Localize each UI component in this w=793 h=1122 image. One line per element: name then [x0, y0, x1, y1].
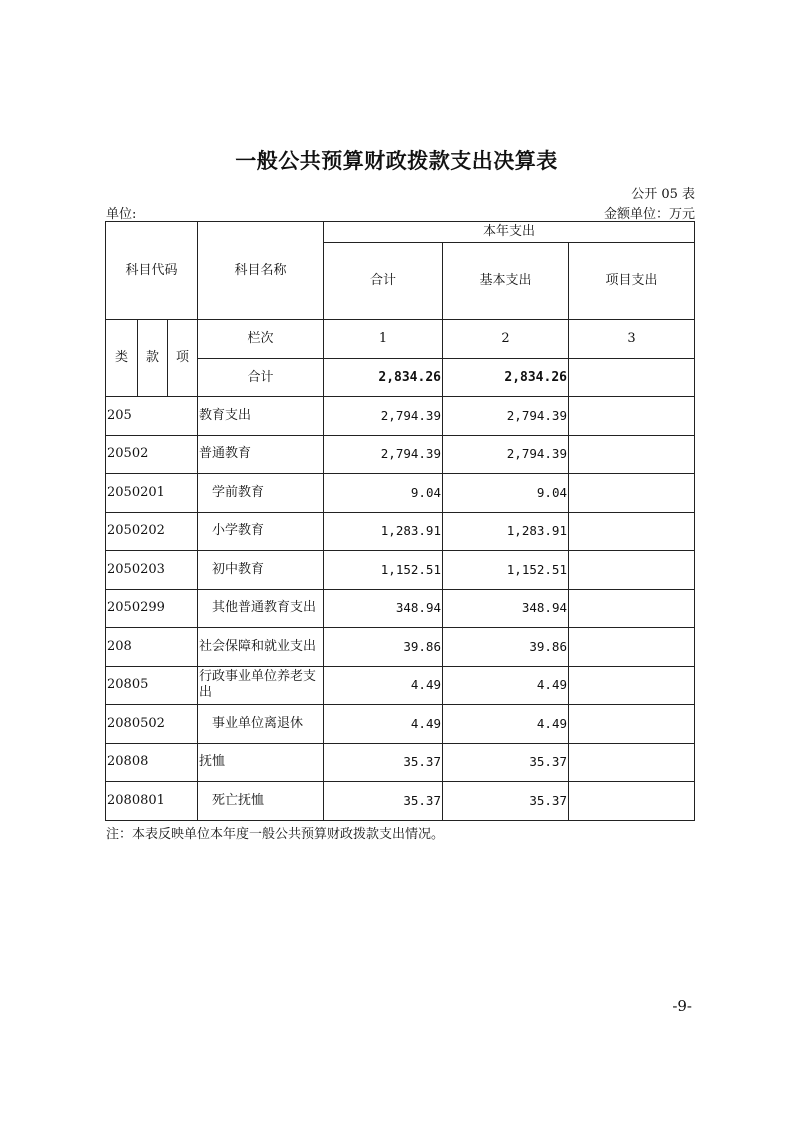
row-basic: 4.49	[443, 705, 569, 744]
table-row	[106, 666, 695, 705]
row-code: 20502	[106, 435, 198, 474]
row-total: 1,152.51	[324, 551, 443, 590]
row-name: 教育支出	[198, 397, 324, 436]
row-code: 2050203	[106, 551, 198, 590]
row-project	[569, 435, 695, 474]
row-project	[569, 705, 695, 744]
table-row	[106, 397, 695, 436]
amount-unit: 金额单位：万元	[603, 207, 695, 222]
row-code: 208	[106, 628, 198, 667]
row-code: 20805	[106, 666, 198, 705]
row-basic: 2,794.39	[443, 435, 569, 474]
row-project	[569, 628, 695, 667]
table-row	[106, 782, 695, 821]
summary-basic: 2,834.26	[443, 359, 569, 397]
header-kuan: 款	[138, 320, 168, 397]
row-basic: 9.04	[443, 474, 569, 513]
row-project	[569, 666, 695, 705]
row-total: 2,794.39	[324, 435, 443, 474]
header-subject-code: 科目代码	[106, 222, 198, 320]
row-total: 4.49	[324, 666, 443, 705]
header-project: 项目支出	[569, 243, 695, 320]
row-total: 39.86	[324, 628, 443, 667]
row-project	[569, 474, 695, 513]
row-project	[569, 512, 695, 551]
row-name: 抚恤	[198, 743, 324, 782]
row-code: 2050202	[106, 512, 198, 551]
summary-project	[569, 359, 695, 397]
row-name: 社会保障和就业支出	[198, 628, 324, 667]
row-name: 初中教育	[198, 551, 324, 590]
row-name: 普通教育	[198, 435, 324, 474]
row-project	[569, 743, 695, 782]
row-code: 205	[106, 397, 198, 436]
row-basic: 35.37	[443, 743, 569, 782]
row-total: 4.49	[324, 705, 443, 744]
row-basic: 1,152.51	[443, 551, 569, 590]
seq-3: 3	[569, 320, 695, 359]
row-name: 行政事业单位养老支出	[198, 666, 324, 705]
table-number: 公开 05 表	[631, 187, 695, 202]
header-total: 合计	[324, 243, 443, 320]
table-row	[106, 628, 695, 667]
row-name: 死亡抚恤	[198, 782, 324, 821]
table-row	[106, 512, 695, 551]
row-code: 2050201	[106, 474, 198, 513]
row-total: 2,794.39	[324, 397, 443, 436]
row-name: 事业单位离退休	[198, 705, 324, 744]
row-project	[569, 782, 695, 821]
row-code: 20808	[106, 743, 198, 782]
row-project	[569, 551, 695, 590]
row-total: 348.94	[324, 589, 443, 628]
page-title: 一般公共预算财政拨款支出决算表	[235, 149, 558, 173]
row-total: 9.04	[324, 474, 443, 513]
row-total: 35.37	[324, 782, 443, 821]
header-column-seq: 栏次	[198, 320, 324, 359]
header-subject-name: 科目名称	[198, 222, 324, 320]
table-note: 注：本表反映单位本年度一般公共预算财政拨款支出情况。	[106, 827, 445, 842]
row-total: 1,283.91	[324, 512, 443, 551]
row-code: 2080801	[106, 782, 198, 821]
table-row	[106, 551, 695, 590]
row-basic: 2,794.39	[443, 397, 569, 436]
row-name: 学前教育	[198, 474, 324, 513]
seq-1: 1	[324, 320, 443, 359]
table-row	[106, 435, 695, 474]
unit-label: 单位:	[106, 207, 137, 222]
row-name: 其他普通教育支出	[198, 589, 324, 628]
row-basic: 348.94	[443, 589, 569, 628]
row-name: 小学教育	[198, 512, 324, 551]
table-row	[106, 705, 695, 744]
row-code: 2050299	[106, 589, 198, 628]
row-code: 2080502	[106, 705, 198, 744]
table-row	[106, 474, 695, 513]
row-total: 35.37	[324, 743, 443, 782]
row-project	[569, 589, 695, 628]
header-current-year: 本年支出	[324, 222, 695, 243]
header-lei: 类	[106, 320, 138, 397]
summary-total: 2,834.26	[324, 359, 443, 397]
budget-table	[105, 221, 695, 821]
seq-2: 2	[443, 320, 569, 359]
row-basic: 1,283.91	[443, 512, 569, 551]
summary-label: 合计	[198, 359, 324, 397]
row-project	[569, 397, 695, 436]
header-basic: 基本支出	[443, 243, 569, 320]
page-number: -9-	[672, 997, 692, 1015]
row-basic: 4.49	[443, 666, 569, 705]
table-row	[106, 743, 695, 782]
row-basic: 35.37	[443, 782, 569, 821]
header-xiang: 项	[168, 320, 198, 397]
row-basic: 39.86	[443, 628, 569, 667]
table-row	[106, 589, 695, 628]
